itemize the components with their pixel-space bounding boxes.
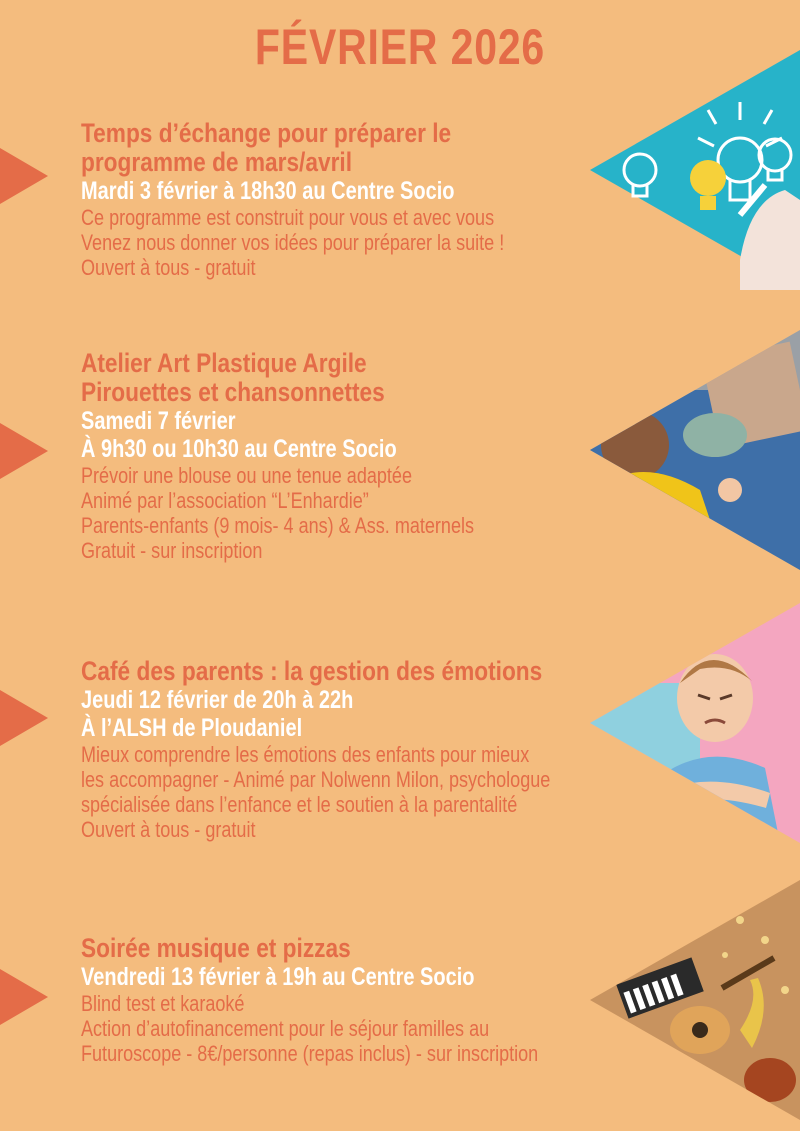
event-heading: Pirouettes et chansonnettes <box>81 377 385 407</box>
grumpy-child-image <box>590 603 800 843</box>
event-detail: Blind test et karaoké <box>81 991 245 1016</box>
event-detail: Animé par l’association “L’Enhardie” <box>81 488 369 513</box>
event-heading: Soirée musique et pizzas <box>81 933 351 963</box>
event-heading: Atelier Art Plastique Argile <box>81 348 367 378</box>
event-detail: les accompagner - Animé par Nolwenn Milon, psychologue <box>81 767 551 792</box>
music-instruments-image <box>590 880 800 1120</box>
event-detail: Ce programme est construit pour vous et avec vous <box>81 205 495 230</box>
arrow-marker-1 <box>0 148 48 204</box>
event-3 <box>81 657 601 842</box>
child-clay-art-image <box>590 330 800 570</box>
event-detail: Futuroscope - 8€/personne (repas inclus) - sur inscription <box>81 1041 539 1066</box>
event-detail: Gratuit - sur inscription <box>81 538 263 563</box>
event-detail: Prévoir une blouse ou une tenue adaptée <box>81 463 412 488</box>
event-2 <box>81 349 601 563</box>
event-date: Jeudi 12 février de 20h à 22h <box>81 686 354 714</box>
page-title: FÉVRIER 2026 <box>254 19 546 75</box>
event-detail: spécialisée dans l’enfance et le soutien à la parentalité <box>81 792 518 817</box>
event-detail: Action d’autofinancement pour le séjour familles au <box>81 1016 490 1041</box>
event-4 <box>81 934 601 1066</box>
event-detail: Venez nous donner vos idées pour préparer la suite ! <box>81 230 505 255</box>
arrow-marker-3 <box>0 690 48 746</box>
event-date: À 9h30 ou 10h30 au Centre Socio <box>81 435 397 463</box>
event-detail: Ouvert à tous - gratuit <box>81 255 256 280</box>
event-date: Mardi 3 février à 18h30 au Centre Socio <box>81 177 455 205</box>
arrow-marker-2 <box>0 423 48 479</box>
event-1 <box>81 119 601 280</box>
event-heading: Café des parents : la gestion des émotions <box>81 656 543 686</box>
lightbulb-idea-image <box>590 50 800 290</box>
event-date: À l’ALSH de Ploudaniel <box>81 714 303 742</box>
event-date: Samedi 7 février <box>81 407 236 435</box>
event-detail: Ouvert à tous - gratuit <box>81 817 256 842</box>
event-detail: Parents-enfants (9 mois- 4 ans) & Ass. maternels <box>81 513 475 538</box>
event-heading: programme de mars/avril <box>81 147 353 177</box>
event-heading: Temps d’échange pour préparer le <box>81 118 452 148</box>
event-detail: Mieux comprendre les émotions des enfants pour mieux <box>81 742 530 767</box>
event-date: Vendredi 13 février à 19h au Centre Socio <box>81 963 475 991</box>
arrow-marker-4 <box>0 969 48 1025</box>
